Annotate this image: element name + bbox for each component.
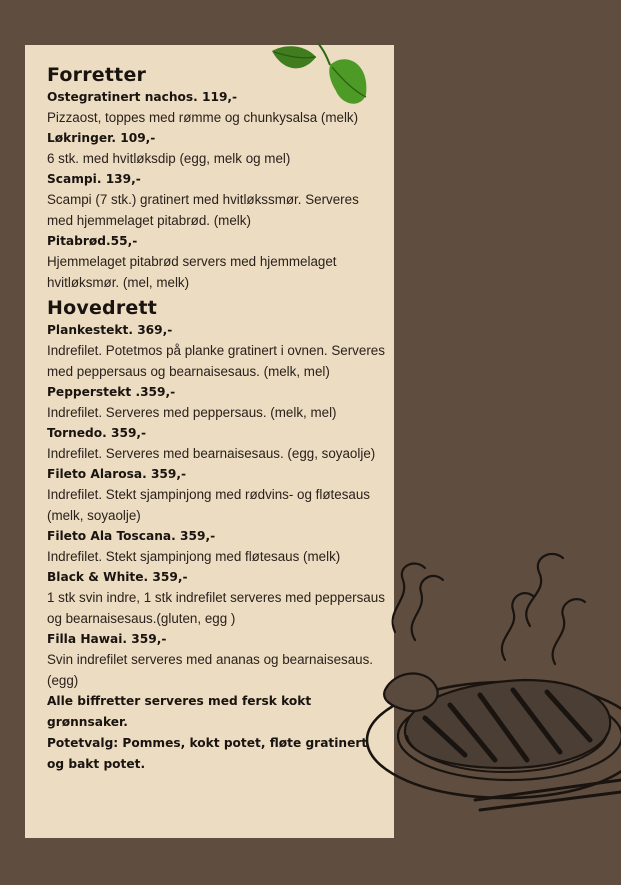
basil-leaves-icon [266, 43, 384, 113]
item-name: Filla Hawai. 359,- [47, 632, 167, 646]
item-description: Pizzaost, toppes med rømme og chunkysalsa (melk) [47, 110, 359, 125]
menu-item [47, 464, 386, 526]
menu-card [25, 45, 394, 838]
item-name: Ostegratinert nachos. 119,- [47, 90, 238, 104]
item-name: Black & White. 359,- [47, 570, 188, 584]
item-name: Tornedo. 359,- [47, 426, 147, 440]
item-description: Indrefilet. Stekt sjampinjong med rødvins- og fløtesaus (melk, soyaolje) [47, 487, 371, 523]
menu-item [47, 128, 386, 169]
vegetable-note: Alle biffretter serveres med fersk kokt grønnsaker. [47, 694, 312, 729]
section-hovedrett [47, 296, 386, 691]
item-name: Pepperstekt .359,- [47, 385, 176, 399]
item-name: Fileto Ala Toscana. 359,- [47, 529, 216, 543]
steak-plate-icon [355, 540, 621, 840]
menu-item [47, 320, 386, 382]
item-description: 6 stk. med hvitløksdip (egg, melk og mel) [47, 151, 291, 166]
menu-item [47, 526, 386, 567]
menu-item [47, 231, 386, 293]
item-description: 1 stk svin indre, 1 stk indrefilet serveres med peppersaus og bearnaisesaus.(gluten, egg ) [47, 590, 385, 626]
item-description: Hjemmelaget pitabrød servers med hjemmelaget hvitløksmør. (mel, melk) [47, 254, 337, 290]
item-name: Pitabrød.55,- [47, 234, 138, 248]
menu-item [47, 382, 386, 423]
menu-item [47, 169, 386, 231]
section-title: Forretter [47, 64, 147, 86]
item-description: Indrefilet. Potetmos på planke gratinert i ovnen. Serveres med peppersaus og bearnaisesaus. (melk, mel) [47, 343, 385, 379]
item-description: Indrefilet. Stekt sjampinjong med fløtesaus (melk) [47, 549, 341, 564]
menu-item [47, 567, 386, 629]
item-description: Indrefilet. Serveres med peppersaus. (melk, mel) [47, 405, 337, 420]
menu-item [47, 423, 386, 464]
item-description: Svin indrefilet serveres med ananas og bearnaisesaus.(egg) [47, 652, 374, 688]
section-title: Hovedrett [47, 297, 158, 319]
item-name: Fileto Alarosa. 359,- [47, 467, 187, 481]
item-name: Scampi. 139,- [47, 172, 141, 186]
menu-item [47, 629, 386, 691]
item-name: Løkringer. 109,- [47, 131, 156, 145]
item-name: Plankestekt. 369,- [47, 323, 173, 337]
item-description: Scampi (7 stk.) gratinert med hvitløkssmør. Serveres med hjemmelaget pitabrød. (melk) [47, 192, 359, 228]
potato-options-note: Potetvalg: Pommes, kokt potet, fløte gratinert og bakt potet. [47, 736, 368, 771]
item-description: Indrefilet. Serveres med bearnaisesaus. (egg, soyaolje) [47, 446, 376, 461]
